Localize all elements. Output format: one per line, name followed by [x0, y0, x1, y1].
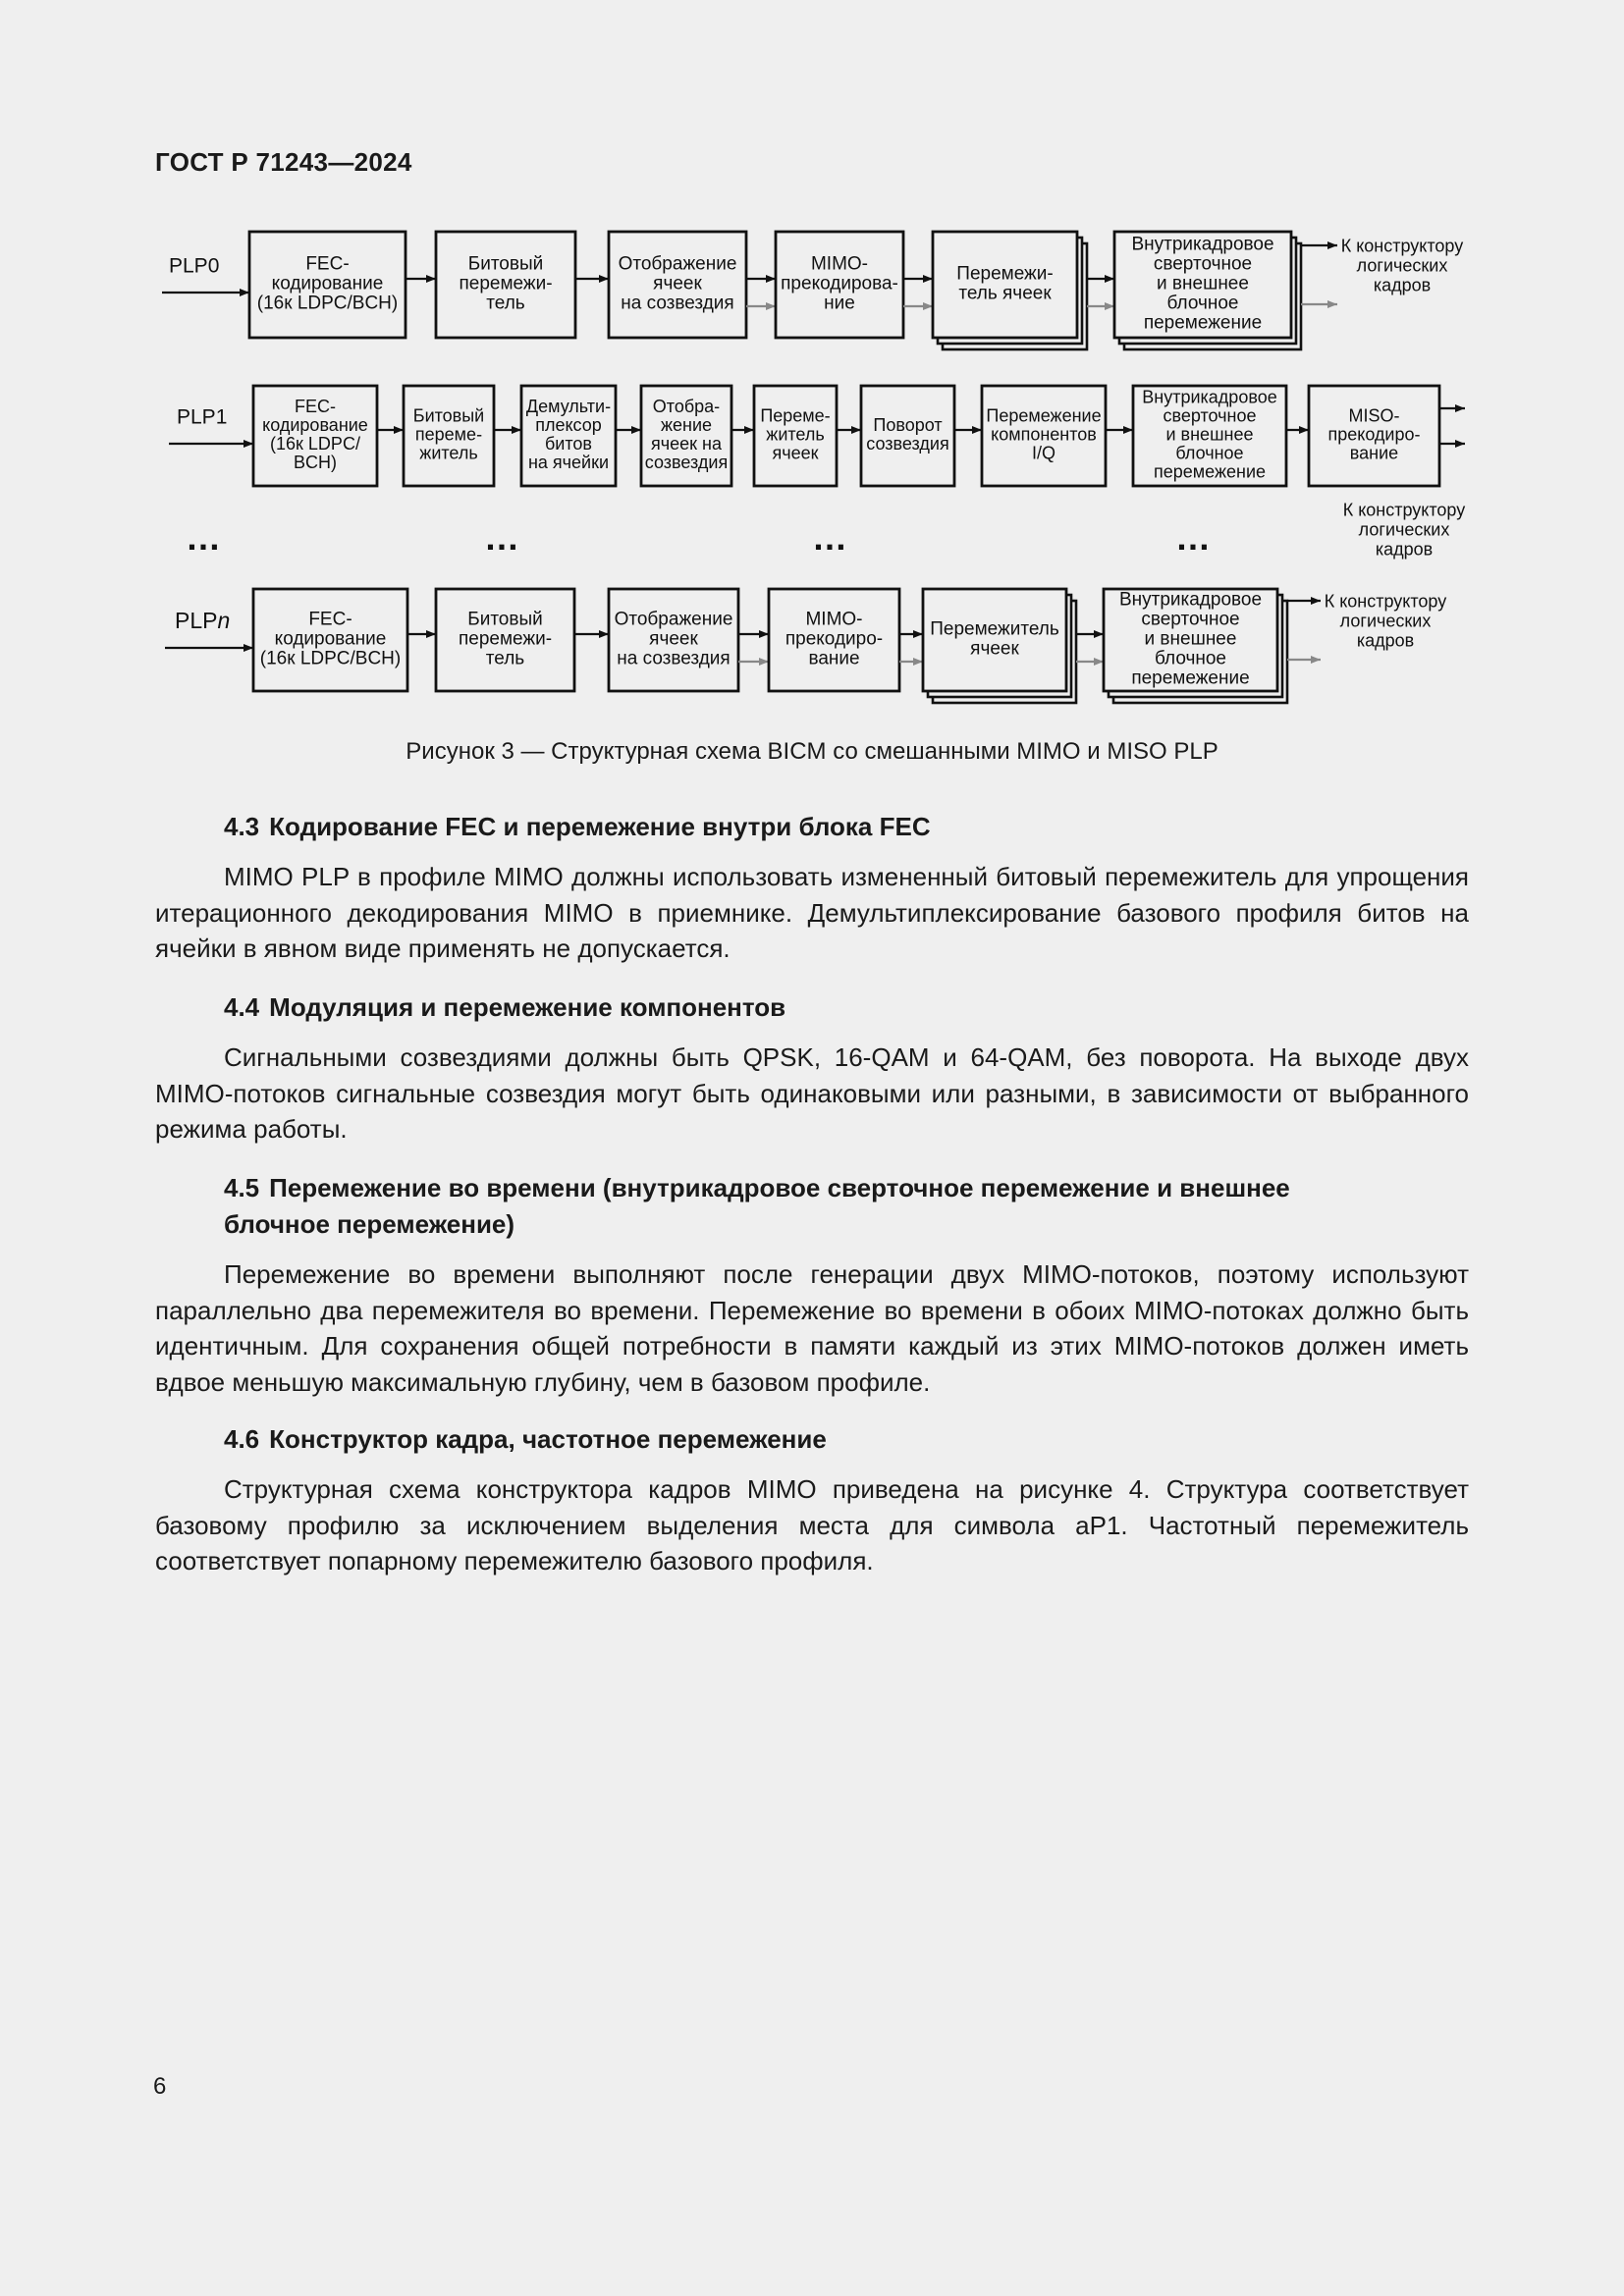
diagram-block-label: MISO-прекодиро-вание	[1327, 405, 1421, 463]
diagram-block-label: Битовый перемежи-тель	[458, 609, 553, 669]
diagram-block-label: Битовый перемежи-тель	[459, 253, 553, 314]
output-label: К конструктору логических кадров	[1342, 500, 1466, 560]
section-text: Структурная схема конструктора кадров MIMO приведена на рисунке 4. Структура соответствует базовому профилю за исключением выделения места для символа aP1. Частотный перемежитель соответствует попарному перемежителю базового профиля.	[155, 1474, 1469, 1575]
diagram-block-label: FEC-кодирование (16к LDPC/BCH)	[256, 253, 399, 314]
bicm-block-diagram	[0, 0, 1624, 746]
diagram-block-label: Внутрикадровое сверточное и внешнее блочное перемежение	[1131, 234, 1274, 334]
diagram-block-label: Битовый переме-житель	[412, 405, 485, 463]
diagram-block-label: Перемежи-тель ячеек	[956, 263, 1054, 304]
diagram-block-label: MIMO-прекодиро-вание	[785, 609, 884, 669]
section-heading: Кодирование FEC и перемежение внутри блока FEC	[269, 812, 931, 841]
diagram-block-label: Отобра-жение ячеек на созвездия	[644, 396, 729, 472]
output-label: К конструктору логических кадров	[1340, 236, 1464, 295]
section-number: 4.6	[224, 1424, 260, 1454]
diagram-block-label: FEC-кодирование (16к LDPC/BCH)	[259, 609, 402, 669]
diagram-block-label: Поворот созвездия	[866, 414, 949, 454]
section-heading: Конструктор кадра, частотное перемежение	[269, 1424, 827, 1454]
section-number: 4.5	[224, 1173, 260, 1202]
figure-caption: Рисунок 3 — Структурная схема BICM со смешанными MIMO и MISO PLP	[406, 738, 1218, 765]
section-text: Сигнальными созвездиями должны быть QPSK, 16-QAM и 64-QAM, без поворота. На выходе двух MIMO-потоков сигнальные созвездия могут быть одинаковыми или разными, в зависимости от выбранного режима работы.	[155, 1042, 1469, 1144]
section-text: MIMO PLP в профиле MIMO должны использовать измененный битовый перемежитель для упрощения итерационного декодирования MIMO в приемнике. Демультиплексирование базового профиля битов на ячейки в явном виде применять не допускается.	[155, 862, 1469, 963]
document-header: ГОСТ Р 71243—2024	[155, 147, 412, 177]
diagram-block-label: MIMO-прекодирова-ние	[781, 253, 898, 314]
ellipsis-marker: …	[484, 517, 519, 558]
plp-label: PLP1	[177, 405, 228, 429]
section-title	[155, 809, 1469, 845]
diagram-block-label: Отображение ячеек на созвездия	[614, 609, 733, 669]
section-title	[155, 1421, 1469, 1458]
diagram-block-label: Перемежитель ячеек	[930, 618, 1059, 660]
plp-label: PLP0	[169, 254, 220, 278]
section-number: 4.4	[224, 992, 260, 1022]
section-4-4	[155, 989, 1469, 1148]
section-text: Перемежение во времени выполняют после генерации двух MIMO-потоков, поэтому используют параллельно два перемежителя во времени. Перемежение во времени в обоих MIMO-потоках должно быть идентичным. Для сохранения общей потребности в памяти каждый из этих MIMO-потоков должен иметь вдвое меньшую максимальную глубину, чем в базовом профиле.	[155, 1259, 1469, 1397]
ellipsis-marker: …	[186, 517, 221, 558]
diagram-block-label: Перемежение компонентов I/Q	[986, 405, 1102, 463]
diagram-block-label: FEC-кодирование (16к LDPC/ BCH)	[262, 396, 368, 472]
section-title	[155, 989, 1469, 1026]
section-4-3	[155, 809, 1469, 967]
page-number: 6	[153, 2073, 167, 2100]
ellipsis-marker: …	[1175, 517, 1211, 558]
section-4-6	[155, 1421, 1469, 1579]
section-number: 4.3	[224, 812, 260, 841]
section-4-5	[155, 1170, 1469, 1400]
diagram-block-label: Внутрикадровое сверточное и внешнее блочное перемежение	[1118, 589, 1263, 689]
plp-label: PLPn	[175, 608, 231, 633]
diagram-block-label: Отображение ячеек на созвездия	[618, 253, 737, 314]
output-label: К конструктору логических кадров	[1324, 591, 1447, 651]
diagram-block-label: Внутрикадровое сверточное и внешнее блочное перемежение	[1142, 387, 1277, 482]
section-title	[155, 1170, 1469, 1243]
section-heading: Перемежение во времени (внутрикадровое сверточное перемежение и внешнее блочное перемежение)	[224, 1173, 1290, 1239]
diagram-block-label: Демульти-плексор битов на ячейки	[525, 396, 612, 472]
diagram-block-label: Переме-житель ячеек	[760, 405, 831, 463]
section-heading: Модуляция и перемежение компонентов	[269, 992, 786, 1022]
ellipsis-marker: …	[812, 517, 847, 558]
